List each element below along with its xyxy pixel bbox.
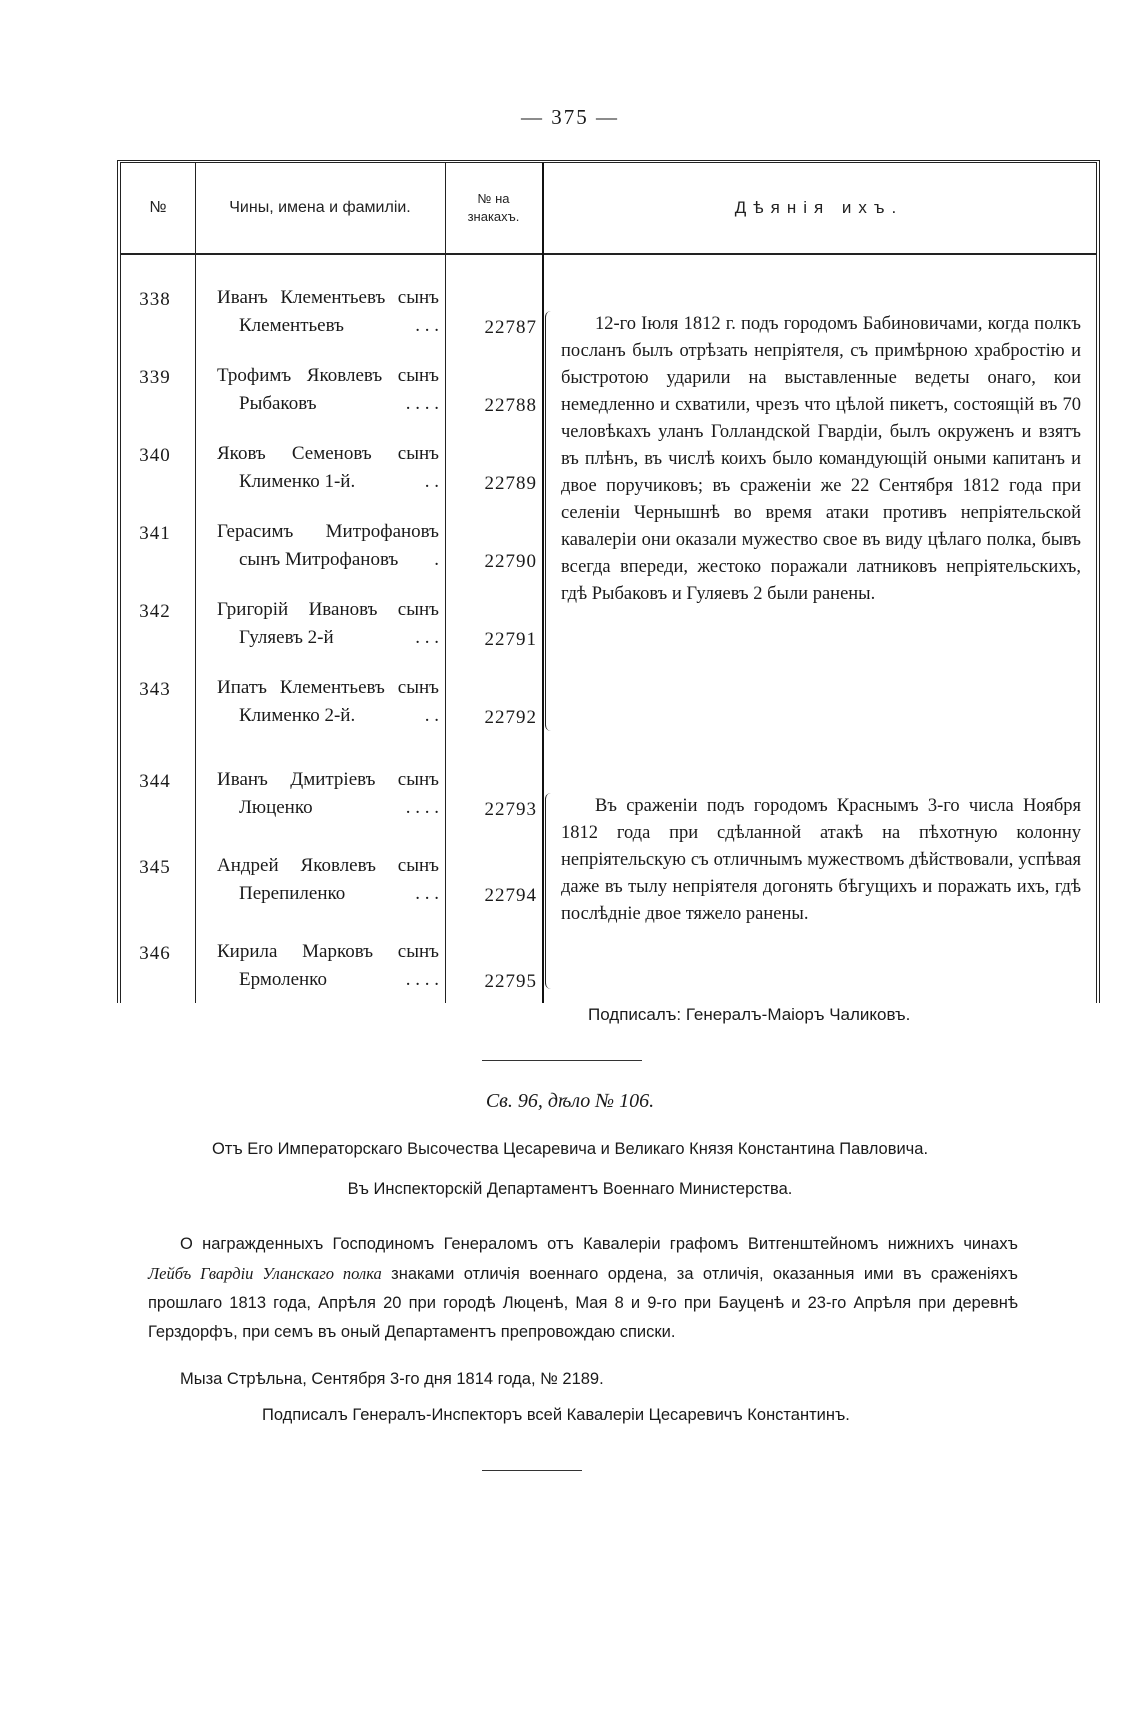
table-row [121,935,542,1007]
leader-dots: . . . . [405,393,439,414]
header-number: № [121,163,195,255]
surname: Клементьевъ [239,315,344,336]
deeds-text-group-2 [561,793,1081,928]
surname: сынъ Митрофановъ [239,549,399,570]
leader-dots: . . . [415,315,439,336]
surname: Гуляевъ 2-й [239,627,334,648]
surname: Ермоленко [239,969,327,990]
column-divider [542,163,544,1003]
row-name-line1: Иванъ Дмитріевъ сынъ [217,769,439,790]
row-name-line2 [239,705,439,727]
body-text: знаками отличія военнаго ордена, за отличія, оказанныя ими въ сраженіяхъ прошлаго 1813 года, Апрѣля 20 при городѣ Люценѣ, Мая 8 и 9-го при Бауценѣ и 23-го Апрѣля при деревнѣ Герздорфъ, при семъ въ оный Департаментъ препровождаю списки. [148,1265,1018,1341]
row-name-line2 [239,315,439,337]
row-badge-number: 22788 [484,395,537,416]
header-badge-number [445,163,542,255]
row-name-line1: Ипатъ Клементьевъ сынъ [217,677,439,698]
row-number: 344 [139,771,171,792]
leader-dots: . . . [415,627,439,648]
header-deeds: Дѣянія ихъ. [542,163,1096,255]
table-signature: Подписалъ: Генералъ-Маіоръ Чаликовъ. [588,1005,911,1024]
header-badge-line1: № на [477,191,510,206]
regiment-name: Лейбъ Гвардіи Уланскаго полка [148,1264,382,1283]
brace-group-1 [545,311,556,731]
row-name-line1: Григорій Ивановъ сынъ [217,599,439,620]
leader-dots: . . . [415,883,439,904]
letter-from: Отъ Его Императорскаго Высочества Цесаревича и Великаго Князя Константина Павловича. [211,1140,929,1158]
surname: Рыбаковъ [239,393,317,414]
row-name-line1: Иванъ Клементьевъ сынъ [217,287,439,308]
row-badge-number: 22793 [484,799,537,820]
row-badge-number: 22787 [484,317,537,338]
row-badge-number: 22790 [484,551,537,572]
row-name-line2 [239,393,439,415]
row-name-line2 [239,549,439,571]
surname: Перепиленко [239,883,346,904]
table-row [121,359,542,431]
row-name-line2 [239,883,439,905]
table-row [121,849,542,921]
row-name-line2 [239,627,439,649]
deeds-text-group-1 [561,311,1081,608]
leader-dots: . [434,549,439,570]
row-name-line2 [239,969,439,991]
row-badge-number: 22789 [484,473,537,494]
row-number: 341 [139,523,171,544]
row-name-line1: Андрей Яковлевъ сынъ [217,855,439,876]
row-number: 342 [139,601,171,622]
letter-signature: Подписалъ Генералъ-Инспекторъ всей Кавалеріи Цесаревичъ Константинъ. [262,1406,850,1424]
row-badge-number: 22794 [484,885,537,906]
row-badge-number: 22791 [484,629,537,650]
row-number: 340 [139,445,171,466]
surname: Люценко [239,797,313,818]
section-divider [482,1060,642,1061]
table-row [121,437,542,509]
row-number: 345 [139,857,171,878]
surname: Клименко 1-й. [239,471,356,492]
leader-dots: . . . . [405,969,439,990]
leader-dots: . . [424,471,439,492]
row-badge-number: 22792 [484,707,537,728]
table-row [121,593,542,665]
deeds-paragraph: 12-го Іюля 1812 г. подъ городомъ Бабиновичами, когда полкъ посланъ былъ отрѣзать непріятеля, съ примѣрною храбростію и быстротою ударили на выставленные ведеты онаго, кои немедленно и схватили, чрезъ что цѣлой пикетъ, состоящій въ 70 человѣкахъ уланъ Голландской Гвардіи, былъ окруженъ и взятъ въ плѣнъ, въ числѣ коихъ было командующій оными капитанъ и двое поручиковъ; въ сраженіи же 22 Сентября 1812 года при селеніи Чернышнѣ во время атаки противъ непріятельской кавалеріи они оказали мужество свое въ виду цѣлаго полка, бывъ всегда впереди, жестоко поражали латниковъ непріятельскихъ, гдѣ Рыбаковъ и Гуляевъ 2 были ранены. [561,314,1081,604]
row-name-line1: Яковъ Семеновъ сынъ [217,443,439,464]
end-divider [482,1470,582,1471]
row-name-line1: Трофимъ Яковлевъ сынъ [217,365,439,386]
row-number: 346 [139,943,171,964]
row-name-line1: Кирила Марковъ сынъ [217,941,439,962]
row-number: 339 [139,367,171,388]
row-name-line1: Герасимъ Митрофановъ [217,521,439,542]
row-name-line2 [239,797,439,819]
body-text: О награжденныхъ Господиномъ Генераломъ отъ Кавалеріи графомъ Витгенштейномъ нижнихъ чинахъ [180,1235,1018,1253]
header-names: Чины, имена и фамиліи. [195,163,445,255]
letter-to: Въ Инспекторскій Департаментъ Военнаго Министерства. [347,1180,793,1198]
case-reference: Св. 96, дѣло № 106. [485,1090,655,1112]
table-row [121,281,542,353]
leader-dots: . . [424,705,439,726]
awards-table [117,160,1100,1003]
table-row [121,763,542,835]
letter-body [148,1230,1018,1347]
deeds-paragraph: Въ сраженіи подъ городомъ Краснымъ 3-го числа Ноября 1812 года при сдѣланной атакѣ на пѣхотную колонну непріятельскую съ отличнымъ мужествомъ дѣйствовали, успѣвая даже въ тылу непріятеля догонять бѣгущихъ и поражать ихъ, гдѣ послѣдніе двое тяжело ранены. [561,796,1081,924]
brace-group-2 [545,793,556,989]
place-and-date: Мыза Стрѣльна, Сентября 3-го дня 1814 года, № 2189. [180,1370,604,1388]
page-number: — 375 — [521,105,619,129]
surname: Клименко 2-й. [239,705,356,726]
row-number: 338 [139,289,171,310]
row-name-line2 [239,471,439,493]
leader-dots: . . . . [405,797,439,818]
row-badge-number: 22795 [484,971,537,992]
table-row [121,671,542,743]
header-badge-line2: знакахъ. [467,209,520,224]
table-row [121,515,542,587]
row-number: 343 [139,679,171,700]
